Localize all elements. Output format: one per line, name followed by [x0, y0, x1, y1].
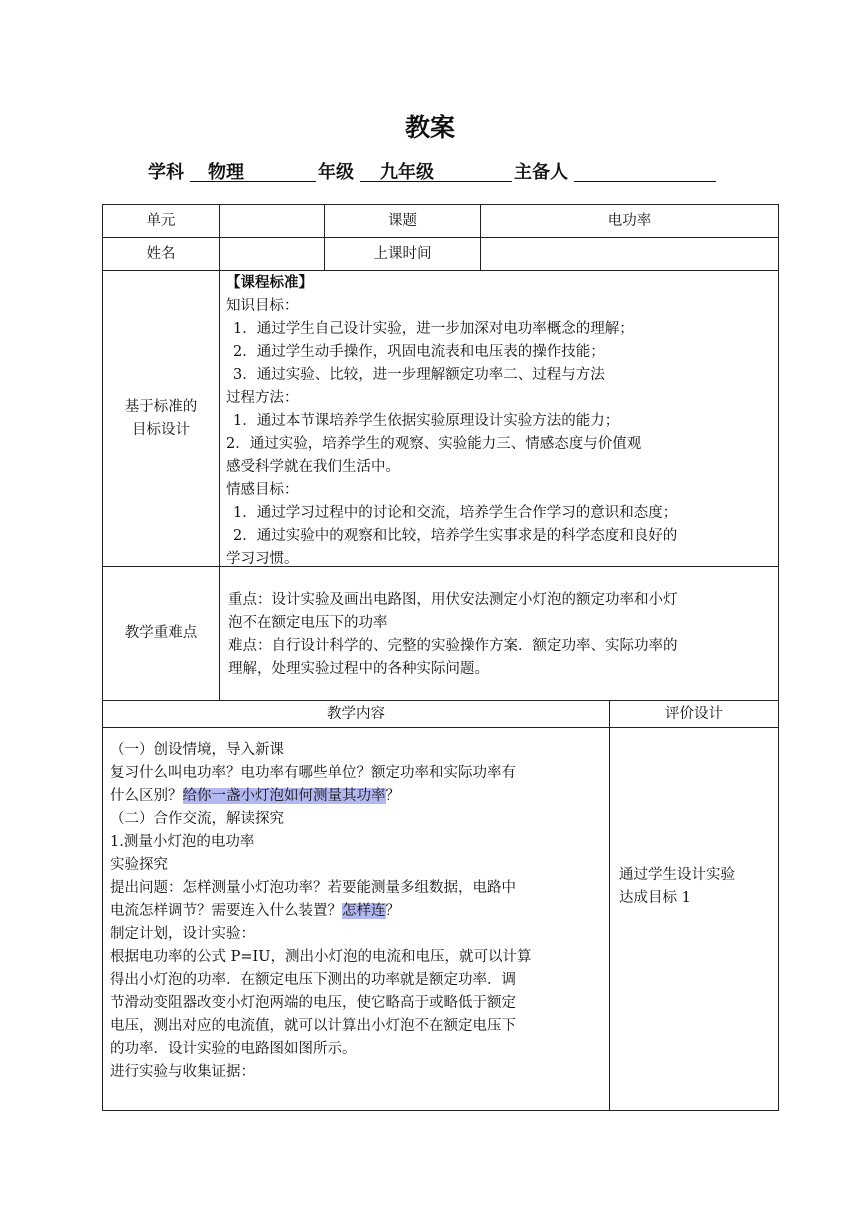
content-line	[110, 900, 400, 923]
content-line: 根据电功率的公式 P=IU，测出小灯泡的电流和电压，就可以计算	[110, 949, 532, 965]
subject-label: 学科	[148, 162, 184, 183]
content-text: ？	[385, 788, 400, 804]
content-line: 电压，测出对应的电流值，就可以计算出小灯泡不在额定电压下	[110, 1018, 516, 1034]
content-line: 制定计划，设计实验：	[110, 926, 255, 942]
goal-line: 1．通过学生自己设计实验，进一步加深对电功率概念的理解；	[233, 321, 634, 337]
content-text: 什么区别？	[110, 788, 183, 804]
goal-line: 情感目标：	[226, 482, 299, 498]
unit-value	[220, 205, 324, 237]
grade-value: 九年级	[380, 162, 434, 183]
name-label: 姓名	[146, 245, 176, 262]
evaluation-header: 评价设计	[665, 705, 723, 722]
highlighted-question: 给你一盏小灯泡如何测量其功率	[182, 788, 386, 804]
goal-line: 3．通过实验、比较，进一步理解额定功率二、过程与方法	[233, 367, 605, 383]
subject-underline	[190, 181, 316, 182]
content-line: 实验探究	[110, 857, 168, 873]
row-divider	[102, 727, 779, 728]
goal-line: 学习习惯。	[226, 551, 299, 567]
content-text: ？	[385, 903, 400, 919]
content-line: （一）创设情境，导入新课	[110, 742, 284, 758]
keypoint-line: 难点：自行设计科学的、完整的实验操作方案．额定功率、实际功率的	[228, 638, 678, 654]
class-time-label: 上课时间	[373, 245, 432, 262]
goal-line: 2．通过实验，培养学生的观察、实验能力三、情感态度与价值观	[226, 436, 642, 452]
content-line: （二）合作交流，解读探究	[110, 811, 284, 827]
name-value	[220, 238, 324, 270]
content-line: 1.测量小灯泡的电功率	[110, 834, 255, 850]
table-border-right	[778, 204, 779, 1111]
keypoint-line: 重点：设计实验及画出电路图，用伏安法测定小灯泡的额定功率和小灯	[228, 592, 678, 608]
topic-label: 课题	[388, 212, 417, 229]
topic-value: 电功率	[607, 212, 652, 229]
content-line: 进行实验与收集证据：	[110, 1064, 255, 1080]
column-divider	[219, 204, 220, 700]
content-line: 的功率．设计实验的电路图如图所示。	[110, 1041, 357, 1057]
goal-line: 2．通过实验中的观察和比较，培养学生实事求是的科学态度和良好的	[233, 528, 678, 544]
highlighted-question: 怎样连	[342, 903, 386, 919]
preparer-underline	[574, 181, 716, 182]
goals-label	[103, 271, 219, 566]
goals-label-line2: 目标设计	[132, 421, 190, 438]
keypoints-label: 教学重难点	[124, 625, 198, 641]
unit-label: 单元	[146, 212, 176, 229]
preparer-label: 主备人	[514, 162, 568, 183]
content-text: 电流怎样调节？需要连入什么装置？	[110, 903, 342, 919]
course-standard-heading: 【课程标准】	[226, 275, 313, 291]
evaluation-line: 达成目标 1	[619, 890, 691, 906]
goals-label-line1: 基于标准的	[124, 398, 198, 415]
content-header: 教学内容	[327, 705, 385, 722]
subject-value: 物理	[208, 162, 244, 183]
table-border-bottom	[102, 1110, 779, 1111]
content-line: 得出小灯泡的功率．在额定电压下测出的功率就是额定功率．调	[110, 972, 516, 988]
content-line: 复习什么叫电功率？电功率有哪些单位？额定功率和实际功率有	[110, 765, 516, 781]
document-title: 教案	[404, 113, 455, 142]
content-line: 提出问题：怎样测量小灯泡功率？若要能测量多组数据，电路中	[110, 880, 516, 896]
keypoint-line: 泡不在额定电压下的功率	[228, 615, 388, 631]
goal-line: 知识目标：	[226, 298, 299, 314]
grade-underline	[360, 181, 512, 182]
content-line: 节滑动变阻器改变小灯泡两端的电压，使它略高于或略低于额定	[110, 995, 516, 1011]
goal-line: 1．通过本节课培养学生依据实验原理设计实验方法的能力；	[233, 413, 620, 429]
goal-line: 1．通过学习过程中的讨论和交流，培养学生合作学习的意识和态度；	[233, 505, 678, 521]
evaluation-line: 通过学生设计实验	[619, 867, 735, 883]
goal-line: 感受科学就在我们生活中。	[226, 459, 400, 475]
goal-line: 2．通过学生动手操作，巩固电流表和电压表的操作技能；	[233, 344, 605, 360]
goal-line: 过程方法：	[226, 390, 299, 406]
content-line	[110, 785, 400, 808]
grade-label: 年级	[318, 162, 354, 183]
column-divider	[609, 700, 610, 1110]
keypoint-line: 理解，处理实验过程中的各种实际问题。	[228, 661, 489, 677]
class-time-value	[481, 238, 778, 270]
